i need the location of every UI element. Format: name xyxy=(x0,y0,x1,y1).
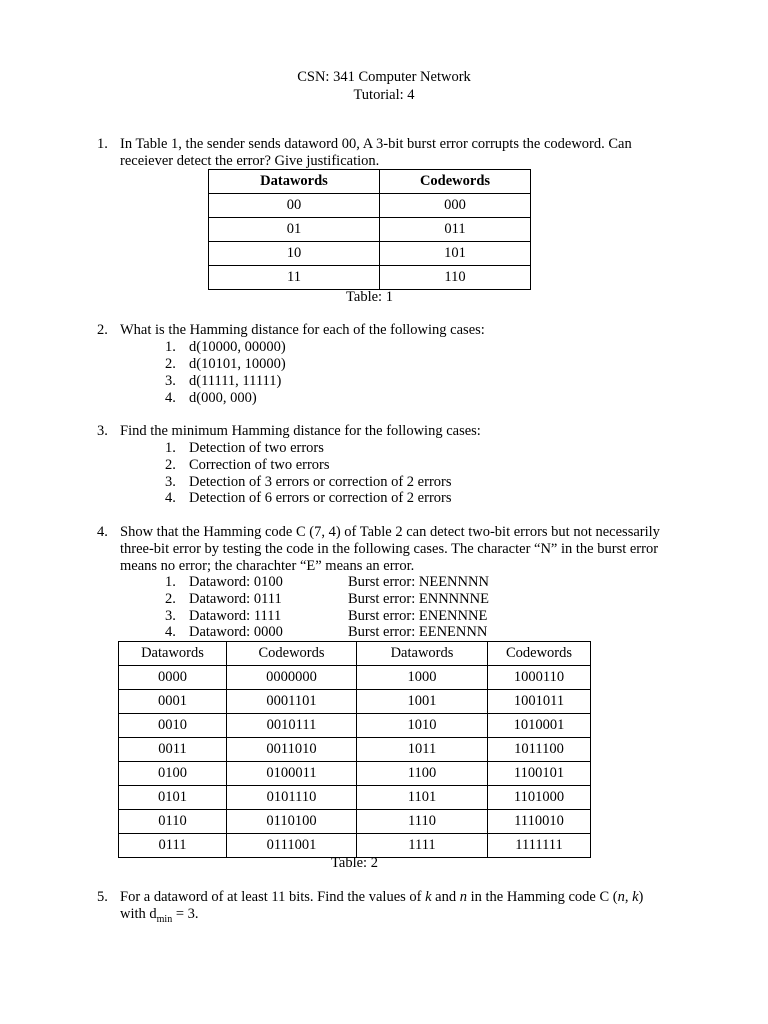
table-row xyxy=(209,218,531,242)
var-k: k xyxy=(425,889,432,905)
course-title: CSN: 341 Computer Network xyxy=(297,69,471,85)
table-2-header: Datawords xyxy=(119,642,227,666)
table-2-caption: Table: 2 xyxy=(331,855,378,871)
table-cell: 1010 xyxy=(357,714,488,738)
table-cell: 0111 xyxy=(119,834,227,858)
list-item xyxy=(165,390,257,407)
table-cell: 1010001 xyxy=(488,714,591,738)
var-n: n xyxy=(459,889,467,905)
table-cell: 1110010 xyxy=(488,810,591,834)
burst-error-label: Burst error: EENENNN xyxy=(348,624,488,640)
list-text: d(10101, 10000) xyxy=(189,356,286,372)
text-run: ) xyxy=(638,889,644,905)
list-item xyxy=(165,574,645,591)
list-text: Correction of two errors xyxy=(189,457,330,473)
question-number: 2. xyxy=(97,322,108,338)
table-cell: 0001 xyxy=(119,690,227,714)
question-3 xyxy=(97,423,677,440)
table-1-header-datawords: Datawords xyxy=(209,170,380,194)
burst-error-label: Burst error: ENENNNE xyxy=(348,608,488,624)
table-cell: 0100011 xyxy=(227,762,357,786)
burst-error-label: Burst error: ENNNNNE xyxy=(348,591,489,607)
table-cell: 1011 xyxy=(357,738,488,762)
table-cell: 0001101 xyxy=(227,690,357,714)
question-1 xyxy=(97,136,677,170)
table-cell: 0011 xyxy=(119,738,227,762)
list-item xyxy=(165,608,645,625)
question-2 xyxy=(97,322,677,339)
table-row xyxy=(209,266,531,290)
dataword-label: Dataword: 0100 xyxy=(189,574,283,590)
table-cell: 0011010 xyxy=(227,738,357,762)
table-cell: 1000110 xyxy=(488,666,591,690)
list-number: 4. xyxy=(165,390,176,406)
question-number: 4. xyxy=(97,524,108,540)
list-number: 2. xyxy=(165,356,176,372)
list-item xyxy=(165,356,286,373)
table-cell: 101 xyxy=(380,242,531,266)
list-number: 2. xyxy=(165,591,176,607)
table-cell: 1001011 xyxy=(488,690,591,714)
table-row xyxy=(209,194,531,218)
tutorial-title: Tutorial: 4 xyxy=(353,87,415,103)
text-run: and xyxy=(431,889,460,905)
table-cell: 10 xyxy=(209,242,380,266)
table-cell: 0000 xyxy=(119,666,227,690)
var-n: n xyxy=(617,889,625,905)
table-cell: 01 xyxy=(209,218,380,242)
list-text: Detection of 6 errors or correction of 2 errors xyxy=(189,490,452,506)
table-2-header: Datawords xyxy=(357,642,488,666)
question-text xyxy=(120,889,677,923)
table-cell: 0010 xyxy=(119,714,227,738)
text-run: = 3. xyxy=(172,906,199,922)
table-cell: 110 xyxy=(380,266,531,290)
table-row xyxy=(119,690,591,714)
list-number: 1. xyxy=(165,339,176,355)
table-cell: 000 xyxy=(380,194,531,218)
table-2 xyxy=(118,641,591,858)
dataword-label: Dataword: 0000 xyxy=(189,624,283,640)
list-item xyxy=(165,474,452,491)
table-cell: 0100 xyxy=(119,762,227,786)
table-cell: 0110 xyxy=(119,810,227,834)
list-number: 1. xyxy=(165,574,176,590)
subscript-min: min xyxy=(156,913,173,925)
list-text: d(000, 000) xyxy=(189,390,257,406)
table-cell: 0101110 xyxy=(227,786,357,810)
question-5 xyxy=(97,889,677,923)
list-number: 3. xyxy=(165,474,176,490)
dataword-label: Dataword: 0111 xyxy=(189,591,282,607)
list-item xyxy=(165,624,645,641)
table-cell: 1101 xyxy=(357,786,488,810)
question-4 xyxy=(97,524,677,575)
var-k: k xyxy=(632,889,639,905)
list-item xyxy=(165,490,452,507)
table-cell: 1011100 xyxy=(488,738,591,762)
list-item xyxy=(165,591,645,608)
question-text: Show that the Hamming code C (7, 4) of Table 2 can detect two-bit errors but not necessarily three-bit error by testing the code in the following cases. The character “N” in the burst error means no error; the charachter “E” means an error. xyxy=(120,524,660,574)
burst-error-label: Burst error: NEENNNN xyxy=(348,574,489,590)
table-row xyxy=(119,738,591,762)
text-run: in the Hamming code C ( xyxy=(466,889,618,905)
question-number: 3. xyxy=(97,423,108,439)
table-1 xyxy=(208,169,531,290)
table-cell: 0101 xyxy=(119,786,227,810)
table-cell: 1100101 xyxy=(488,762,591,786)
table-row xyxy=(119,714,591,738)
table-cell: 1111 xyxy=(357,834,488,858)
list-item xyxy=(165,339,286,356)
table-cell: 1111111 xyxy=(488,834,591,858)
list-item xyxy=(165,440,324,457)
table-cell: 1001 xyxy=(357,690,488,714)
table-cell: 1000 xyxy=(357,666,488,690)
table-cell: 0010111 xyxy=(227,714,357,738)
table-row xyxy=(119,666,591,690)
header xyxy=(0,68,768,104)
list-text: Detection of 3 errors or correction of 2 errors xyxy=(189,474,452,490)
list-text: Detection of two errors xyxy=(189,440,324,456)
table-cell: 1101000 xyxy=(488,786,591,810)
question-number: 5. xyxy=(97,889,108,905)
table-cell: 0000000 xyxy=(227,666,357,690)
table-cell: 0110100 xyxy=(227,810,357,834)
list-text: d(10000, 00000) xyxy=(189,339,286,355)
list-number: 3. xyxy=(165,373,176,389)
list-text: d(11111, 11111) xyxy=(189,373,282,389)
table-row xyxy=(119,834,591,858)
question-text: What is the Hamming distance for each of the following cases: xyxy=(120,322,485,338)
table-2-header: Codewords xyxy=(488,642,591,666)
dataword-label: Dataword: 1111 xyxy=(189,608,282,624)
text-run: with d xyxy=(120,906,157,922)
table-cell: 11 xyxy=(209,266,380,290)
table-row xyxy=(119,786,591,810)
table-cell: 00 xyxy=(209,194,380,218)
question-text: In Table 1, the sender sends dataword 00, A 3-bit burst error corrupts the codeword. Can receiever detect the error? Give justification. xyxy=(120,136,632,169)
table-cell: 1110 xyxy=(357,810,488,834)
table-2-header: Codewords xyxy=(227,642,357,666)
question-number: 1. xyxy=(97,136,108,152)
table-cell: 1100 xyxy=(357,762,488,786)
list-number: 3. xyxy=(165,608,176,624)
list-number: 2. xyxy=(165,457,176,473)
table-row xyxy=(119,810,591,834)
text-run: For a dataword of at least 11 bits. Find the values of xyxy=(120,889,426,905)
text-run: , xyxy=(624,889,633,905)
table-row xyxy=(209,242,531,266)
list-number: 4. xyxy=(165,490,176,506)
list-item xyxy=(165,373,281,390)
list-number: 4. xyxy=(165,624,176,640)
question-text: Find the minimum Hamming distance for the following cases: xyxy=(120,423,481,439)
list-number: 1. xyxy=(165,440,176,456)
table-cell: 0111001 xyxy=(227,834,357,858)
table-1-caption: Table: 1 xyxy=(346,289,393,305)
table-cell: 011 xyxy=(380,218,531,242)
table-1-header-codewords: Codewords xyxy=(380,170,531,194)
list-item xyxy=(165,457,330,474)
table-row xyxy=(119,762,591,786)
